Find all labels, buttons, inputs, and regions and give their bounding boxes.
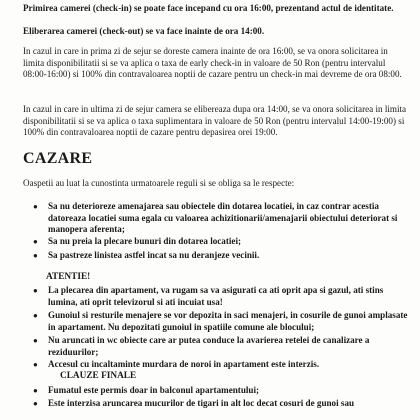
clauze-finale-label: CLAUZE FINALE bbox=[60, 371, 137, 381]
rule-item: Sa nu deterioreze amenajarea sau obiectele din dotarea locatiei, in caz contrar acestia datoreaza locatiei suma egala cu valoarea achizitionarii/amenajarii obiectului deteriorat si manopera aferenta; bbox=[48, 201, 398, 235]
checkin-line: Primirea camerei (check-in) se poate face incepand cu ora 16:00, prezentand actul de identitate. bbox=[23, 3, 394, 13]
attention-item: Nu aruncati in wc obiecte care ar putea conduce la avarierea retelei de canalizare a reziduurilor; bbox=[48, 335, 370, 357]
final-item: Este interzisa aruncarea mucurilor de tigari in alt loc decat cosuri de gunoi sau bbox=[48, 398, 355, 408]
attention-item: Accesul cu incaltaminte murdara de noroi in apartament este interzis. bbox=[48, 359, 320, 369]
bullet-icon: ● bbox=[33, 251, 38, 260]
bullet-icon: ● bbox=[33, 336, 38, 345]
bullet-icon: ● bbox=[33, 386, 38, 395]
final-item: Fumatul este permis doar in balconul apartamentului; bbox=[48, 385, 260, 395]
rule-item: Sa pastreze linistea astfel incat sa nu deranjeze vecinii. bbox=[48, 250, 260, 260]
attention-label: ATENTIE! bbox=[46, 272, 91, 282]
section-heading-cazare: CAZARE bbox=[23, 150, 93, 167]
bullet-icon: ● bbox=[33, 202, 38, 211]
bullet-icon: ● bbox=[33, 311, 38, 320]
bullet-icon: ● bbox=[33, 237, 38, 246]
checkout-line: Eliberarea camerei (check-out) se va face inainte de ora 14:00. bbox=[23, 26, 265, 36]
attention-item: La plecarea din apartament, va rugam sa va asigurati ca ati oprit apa si gazul, ati stins lumina, ati oprit televizorul si ati incuiat usa! bbox=[48, 285, 384, 307]
bullet-icon: ● bbox=[33, 286, 38, 295]
rule-item: Sa nu preia la plecare bunuri din dotarea locatiei; bbox=[48, 236, 242, 246]
late-checkout-paragraph: In cazul in care in ultima zi de sejur camera se elibereaza dupa ora 14:00, se va onora solicitarea in limita disponibilitatii si se va aplica o taxa suplimentara in valoare de 50 Ron (pentru intervalul 14:00-19:00) si 100% din contravaloarea noptii de cazare pentru depasirea orei 19:00. bbox=[23, 104, 407, 138]
rules-intro: Oaspetii au luat la cunostinta urmatoarele reguli si se obliga sa le respecte: bbox=[23, 178, 295, 188]
bullet-icon: ● bbox=[33, 360, 38, 369]
attention-item: Gunoiul si resturile menajere se vor depozita in saci menajeri, in cosurile de gunoi amplasate in apartament. Nu depozitati gunoiul in spatiile comune ale blocului; bbox=[48, 310, 408, 332]
early-checkin-paragraph: In cazul in care in prima zi de sejur se doreste camera inainte de ora 16:00, se va onora solicitarea in limita disponibilitatii si se va aplica o taxa de early check-in in valoare de 50 Ron (pentru intervalul 08:00-16:00) si 100% din contravaloarea noptii de cazare pentru un check-in mai devreme de ora 08:00. bbox=[23, 46, 402, 80]
bullet-icon: ● bbox=[33, 399, 38, 408]
